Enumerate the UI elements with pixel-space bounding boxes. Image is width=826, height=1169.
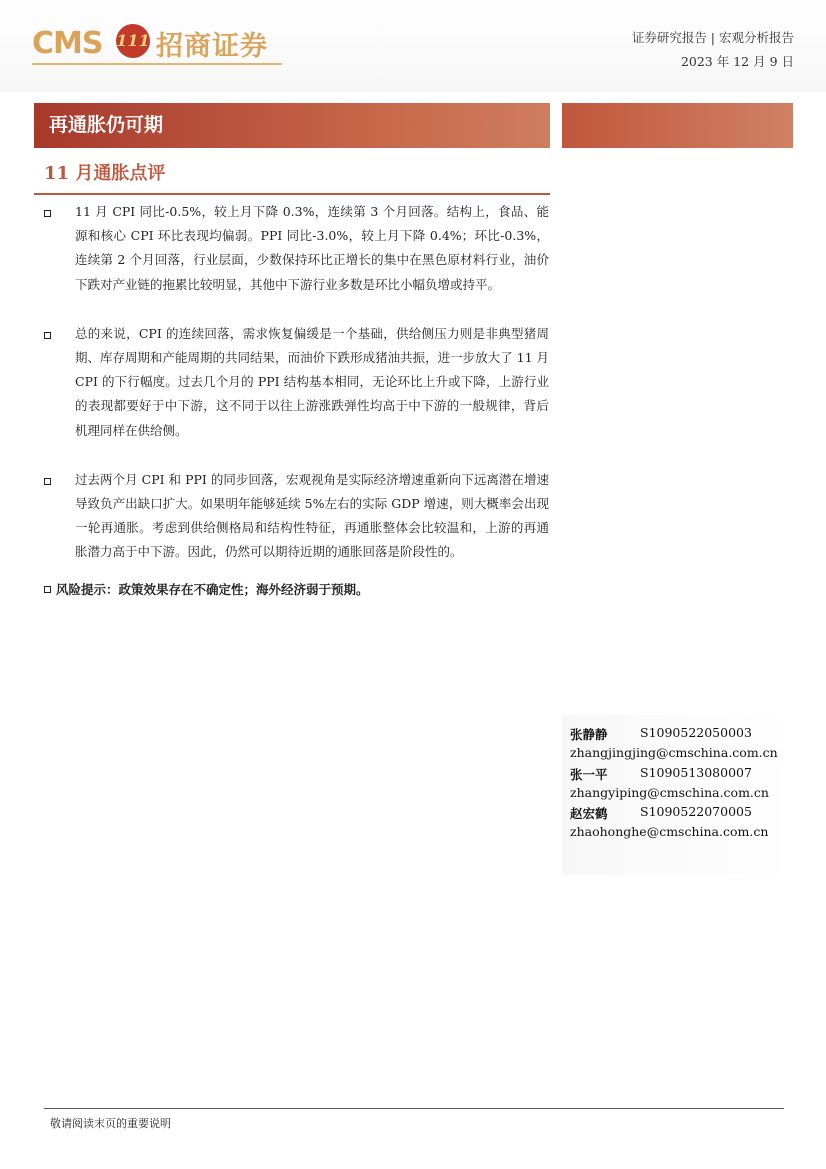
summary-bullets [44,200,549,590]
header-meta [632,26,794,74]
analyst-license-id: S1090513080007 [640,765,752,780]
analyst-name: 赵宏鹤 [570,806,608,821]
logo-badge-icon: 111 [116,24,150,58]
bullet-item [44,468,549,565]
bullet-item [44,322,549,443]
risk-text: 风险提示：政策效果存在不确定性；海外经济弱于预期。 [56,582,369,597]
logo-underline [32,63,282,65]
checkbox-bullet-icon [44,210,51,217]
analyst-name: 张一平 [570,767,608,782]
bullet-text: 过去两个月 CPI 和 PPI 的同步回落，宏观视角是实际经济增速重新向下远离潜在增速导致负产出缺口扩大。如果明年能够延续 5%左右的实际 GDP 增速，则大概率会出现一轮再通胀。考虑到供给侧格局和结构性特征，再通胀整体会比较温和，上游的再通胀潜力高于中下游。因此，仍然可以期待近期的通胀回落是阶段性的。 [75,471,549,560]
checkbox-bullet-icon [44,586,51,593]
risk-warning [44,578,549,602]
bullet-text: 总的来说，CPI 的连续回落，需求恢复偏缓是一个基础，供给侧压力则是非典型猪周期、库存周期和产能周期的共同结果，而油价下跌形成猪油共振，进一步放大了 11 月 CPI 的下行幅度。过去几个月的 PPI 结构基本相同，无论环比上升或下降，上游行业的表现都要好于中下游，这不同于以往上游涨跌弹性均高于中下游的一般规律，背后机理同样在供给侧。 [75,325,549,438]
title-bar [34,103,550,148]
checkbox-bullet-icon [44,478,51,485]
report-type: 证券研究报告 | 宏观分析报告 [631,30,794,45]
footer-divider [44,1108,784,1109]
bullet-item [44,200,549,297]
footer-disclaimer: 敬请阅读末页的重要说明 [50,1117,171,1130]
analyst-email[interactable]: zhangyiping@cmschina.com.cn [570,785,769,800]
analyst-license-id: S1090522070005 [640,804,752,819]
analyst-email[interactable]: zhaohonghe@cmschina.com.cn [570,824,769,839]
checkbox-bullet-icon [44,332,51,339]
side-title-bar [562,103,793,148]
analyst-license-id: S1090522050003 [640,725,752,740]
logo-cms-text: CMS [32,26,103,61]
report-title: 再通胀仍可期 [49,114,164,136]
subtitle-divider [34,193,550,195]
logo-chinese-name: 招商证券 [156,31,268,62]
analyst-email[interactable]: zhangjingjing@cmschina.com.cn [570,745,778,760]
report-date: 2023 年 12 月 9 日 [680,54,794,69]
bullet-text: 11 月 CPI 同比-0.5%，较上月下降 0.3%，连续第 3 个月回落。结构上，食品、能源和核心 CPI 环比表现均偏弱。PPI 同比-3.0%，较上月下降 0.4%；环比-0.3%，连续第 2 个月回落，行业层面，少数保持环比正增长的集中在黑色原材料行业，油价下跌对产业链的拖累比较明显，其他中下游行业多数是环比小幅负增或持平。 [75,204,549,292]
report-subtitle: 11 月通胀点评 [44,163,166,184]
analyst-panel [562,715,793,875]
analyst-name: 张静静 [570,727,608,742]
